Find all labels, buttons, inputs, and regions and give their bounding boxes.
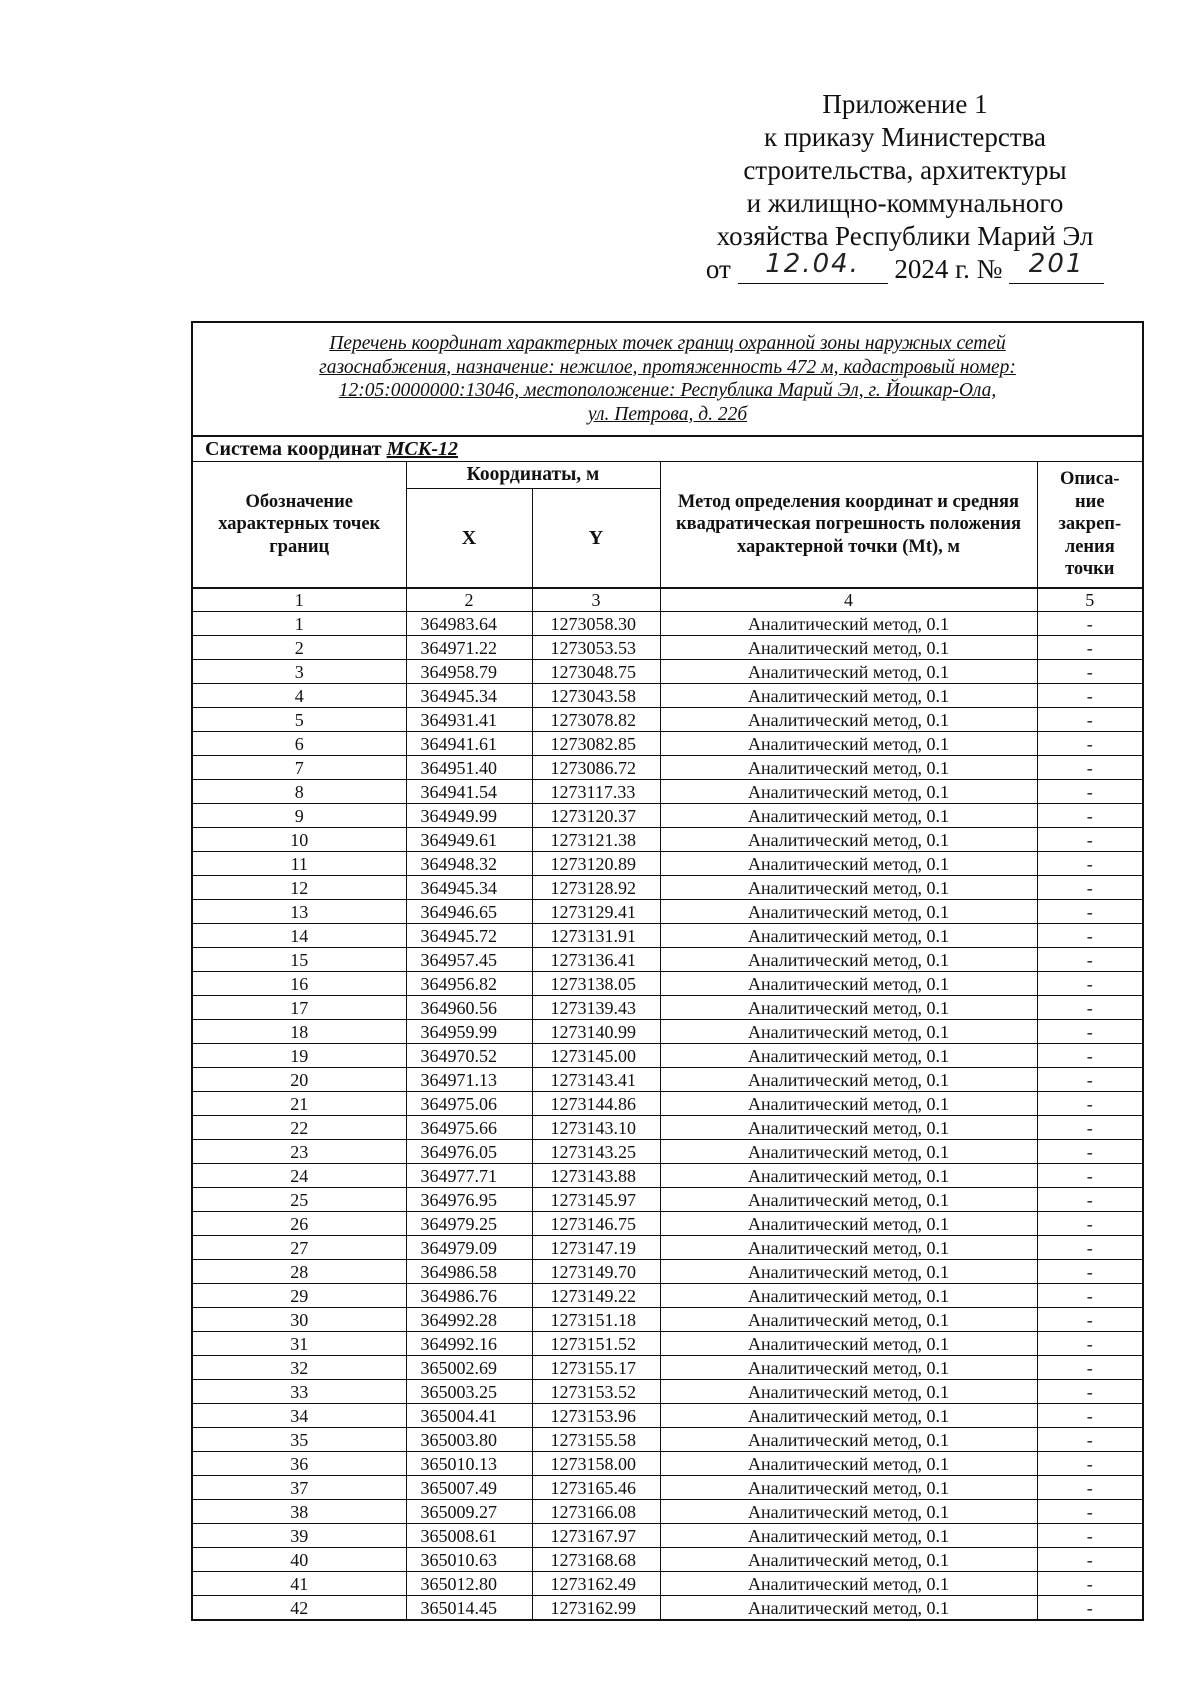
table-row <box>192 1284 1143 1308</box>
table-row <box>192 948 1143 972</box>
coordinate-y: 1273129.41 <box>532 900 660 924</box>
determination-method: Аналитический метод, 0.1 <box>660 1236 1037 1260</box>
table-row <box>192 1260 1143 1284</box>
point-number: 5 <box>192 708 406 732</box>
coordinate-x: 364949.99 <box>406 804 532 828</box>
point-number: 42 <box>192 1596 406 1621</box>
determination-method: Аналитический метод, 0.1 <box>660 1356 1037 1380</box>
column-number: 5 <box>1037 588 1143 612</box>
header-line: строительства, архитектуры <box>743 155 1067 185</box>
point-number: 28 <box>192 1260 406 1284</box>
fixation-description: - <box>1037 756 1143 780</box>
coordinate-x: 365014.45 <box>406 1596 532 1621</box>
point-number: 25 <box>192 1188 406 1212</box>
point-number: 20 <box>192 1068 406 1092</box>
date-blank <box>738 249 888 284</box>
point-number: 10 <box>192 828 406 852</box>
point-number: 13 <box>192 900 406 924</box>
coordinate-y: 1273143.10 <box>532 1116 660 1140</box>
coordinate-x: 364931.41 <box>406 708 532 732</box>
coordinate-x: 365008.61 <box>406 1524 532 1548</box>
table-row <box>192 612 1143 636</box>
table-row <box>192 1044 1143 1068</box>
determination-method: Аналитический метод, 0.1 <box>660 1140 1037 1164</box>
determination-method: Аналитический метод, 0.1 <box>660 996 1037 1020</box>
coordinate-y: 1273117.33 <box>532 780 660 804</box>
header-row-1 <box>192 462 1143 489</box>
header-line: к приказу Министерства <box>763 122 1047 152</box>
fixation-description: - <box>1037 1116 1143 1140</box>
fixation-description: - <box>1037 828 1143 852</box>
coordinate-y: 1273153.52 <box>532 1380 660 1404</box>
coordinate-x: 365009.27 <box>406 1500 532 1524</box>
coordinate-y: 1273053.53 <box>532 636 660 660</box>
appendix-title: Приложение 1 <box>822 89 988 119</box>
point-number: 24 <box>192 1164 406 1188</box>
coordinate-system <box>192 436 1143 462</box>
table-row <box>192 1500 1143 1524</box>
coordinate-y: 1273147.19 <box>532 1236 660 1260</box>
point-number: 4 <box>192 684 406 708</box>
appendix-header <box>690 88 1120 286</box>
determination-method: Аналитический метод, 0.1 <box>660 1020 1037 1044</box>
determination-method: Аналитический метод, 0.1 <box>660 1500 1037 1524</box>
coordinate-x: 364948.32 <box>406 852 532 876</box>
header-method: Метод определения координат и средняя квадратическая погрешность положения характерной точки (Mt), м <box>660 462 1037 589</box>
table-row <box>192 1092 1143 1116</box>
determination-method: Аналитический метод, 0.1 <box>660 1092 1037 1116</box>
table-row <box>192 1380 1143 1404</box>
coordinate-y: 1273143.25 <box>532 1140 660 1164</box>
point-number: 14 <box>192 924 406 948</box>
fixation-description: - <box>1037 708 1143 732</box>
determination-method: Аналитический метод, 0.1 <box>660 1452 1037 1476</box>
coordinate-y: 1273151.18 <box>532 1308 660 1332</box>
table-row <box>192 1236 1143 1260</box>
coordinate-y: 1273155.17 <box>532 1356 660 1380</box>
determination-method: Аналитический метод, 0.1 <box>660 900 1037 924</box>
coordinate-y: 1273145.00 <box>532 1044 660 1068</box>
point-number: 8 <box>192 780 406 804</box>
table-row <box>192 1548 1143 1572</box>
coordinate-x: 365007.49 <box>406 1476 532 1500</box>
coordinate-system-label: Система координат <box>205 437 382 460</box>
fixation-description: - <box>1037 1596 1143 1621</box>
fixation-description: - <box>1037 1332 1143 1356</box>
coordinate-y: 1273131.91 <box>532 924 660 948</box>
coordinate-y: 1273158.00 <box>532 1452 660 1476</box>
point-number: 33 <box>192 1380 406 1404</box>
determination-method: Аналитический метод, 0.1 <box>660 1068 1037 1092</box>
fixation-description: - <box>1037 876 1143 900</box>
coordinate-y: 1273149.70 <box>532 1260 660 1284</box>
point-number: 21 <box>192 1092 406 1116</box>
fixation-description: - <box>1037 1068 1143 1092</box>
header-line: хозяйства Республики Марий Эл <box>716 221 1094 251</box>
coordinate-x: 364941.54 <box>406 780 532 804</box>
point-number: 38 <box>192 1500 406 1524</box>
handwritten-order-number: 201 <box>1028 249 1085 279</box>
point-number: 1 <box>192 612 406 636</box>
point-number: 26 <box>192 1212 406 1236</box>
coordinate-x: 364976.05 <box>406 1140 532 1164</box>
fixation-description: - <box>1037 1020 1143 1044</box>
fixation-description: - <box>1037 684 1143 708</box>
table-row <box>192 1404 1143 1428</box>
point-number: 23 <box>192 1140 406 1164</box>
fixation-description: - <box>1037 1212 1143 1236</box>
point-number: 7 <box>192 756 406 780</box>
header-line: и жилищно-коммунального <box>746 188 1064 218</box>
fixation-description: - <box>1037 612 1143 636</box>
fixation-description: - <box>1037 1164 1143 1188</box>
determination-method: Аналитический метод, 0.1 <box>660 852 1037 876</box>
coordinate-x: 364986.76 <box>406 1284 532 1308</box>
header-coordinates: Координаты, м <box>406 462 660 489</box>
table-row <box>192 804 1143 828</box>
number-blank <box>1009 249 1104 284</box>
header-y: Y <box>532 489 660 589</box>
fixation-description: - <box>1037 852 1143 876</box>
point-number: 31 <box>192 1332 406 1356</box>
fixation-description: - <box>1037 1524 1143 1548</box>
point-number: 39 <box>192 1524 406 1548</box>
table-title-line: Перечень координат характерных точек границ охранной зоны наружных сетей <box>329 333 1006 354</box>
coordinate-x: 364992.16 <box>406 1332 532 1356</box>
point-number: 6 <box>192 732 406 756</box>
fixation-description: - <box>1037 900 1143 924</box>
fixation-description: - <box>1037 1044 1143 1068</box>
column-number: 4 <box>660 588 1037 612</box>
determination-method: Аналитический метод, 0.1 <box>660 1572 1037 1596</box>
table-title-line: газоснабжения, назначение: нежилое, протяженность 472 м, кадастровый номер: <box>319 356 1016 378</box>
table-row <box>192 852 1143 876</box>
coordinate-x: 364976.95 <box>406 1188 532 1212</box>
table-title-line: ул. Петрова, д. 22б <box>587 403 748 425</box>
coordinate-x: 364957.45 <box>406 948 532 972</box>
coordinate-system-row <box>192 436 1143 462</box>
table-row <box>192 1020 1143 1044</box>
determination-method: Аналитический метод, 0.1 <box>660 1596 1037 1621</box>
table-row <box>192 1140 1143 1164</box>
coordinate-y: 1273078.82 <box>532 708 660 732</box>
coordinate-y: 1273140.99 <box>532 1020 660 1044</box>
table-row <box>192 876 1143 900</box>
coordinate-x: 364946.65 <box>406 900 532 924</box>
coordinate-y: 1273043.58 <box>532 684 660 708</box>
point-number: 2 <box>192 636 406 660</box>
column-number: 1 <box>192 588 406 612</box>
determination-method: Аналитический метод, 0.1 <box>660 1260 1037 1284</box>
coordinate-x: 364975.06 <box>406 1092 532 1116</box>
fixation-description: - <box>1037 996 1143 1020</box>
coordinate-x: 364975.66 <box>406 1116 532 1140</box>
coordinate-x: 365012.80 <box>406 1572 532 1596</box>
coordinate-x: 364958.79 <box>406 660 532 684</box>
table-row <box>192 1356 1143 1380</box>
fixation-description: - <box>1037 948 1143 972</box>
fixation-description: - <box>1037 804 1143 828</box>
coordinate-y: 1273162.99 <box>532 1596 660 1621</box>
coordinate-x: 364959.99 <box>406 1020 532 1044</box>
coordinate-y: 1273143.41 <box>532 1068 660 1092</box>
fixation-description: - <box>1037 1476 1143 1500</box>
coordinate-y: 1273086.72 <box>532 756 660 780</box>
determination-method: Аналитический метод, 0.1 <box>660 1524 1037 1548</box>
table-row <box>192 996 1143 1020</box>
fixation-description: - <box>1037 972 1143 996</box>
determination-method: Аналитический метод, 0.1 <box>660 1380 1037 1404</box>
fixation-description: - <box>1037 924 1143 948</box>
determination-method: Аналитический метод, 0.1 <box>660 924 1037 948</box>
table-row <box>192 684 1143 708</box>
fixation-description: - <box>1037 1548 1143 1572</box>
point-number: 18 <box>192 1020 406 1044</box>
fixation-description: - <box>1037 780 1143 804</box>
coordinate-x: 364945.34 <box>406 876 532 900</box>
determination-method: Аналитический метод, 0.1 <box>660 1212 1037 1236</box>
point-number: 30 <box>192 1308 406 1332</box>
fixation-description: - <box>1037 1380 1143 1404</box>
table-row <box>192 1476 1143 1500</box>
coordinate-y: 1273166.08 <box>532 1500 660 1524</box>
coordinate-y: 1273167.97 <box>532 1524 660 1548</box>
table-row <box>192 900 1143 924</box>
header-x: X <box>406 489 532 589</box>
coordinate-y: 1273155.58 <box>532 1428 660 1452</box>
coordinate-x: 364960.56 <box>406 996 532 1020</box>
coordinate-y: 1273128.92 <box>532 876 660 900</box>
table-row <box>192 1524 1143 1548</box>
determination-method: Аналитический метод, 0.1 <box>660 1428 1037 1452</box>
fixation-description: - <box>1037 732 1143 756</box>
determination-method: Аналитический метод, 0.1 <box>660 756 1037 780</box>
coordinates-table <box>191 321 1144 1621</box>
determination-method: Аналитический метод, 0.1 <box>660 972 1037 996</box>
coordinate-y: 1273120.89 <box>532 852 660 876</box>
coordinate-y: 1273168.68 <box>532 1548 660 1572</box>
header-point: Обозначение характерных точек границ <box>192 462 406 589</box>
determination-method: Аналитический метод, 0.1 <box>660 708 1037 732</box>
coordinate-x: 364970.52 <box>406 1044 532 1068</box>
date-prefix: от <box>705 254 731 284</box>
table-row <box>192 1572 1143 1596</box>
fixation-description: - <box>1037 1500 1143 1524</box>
fixation-description: - <box>1037 1140 1143 1164</box>
determination-method: Аналитический метод, 0.1 <box>660 1188 1037 1212</box>
point-number: 41 <box>192 1572 406 1596</box>
column-number: 3 <box>532 588 660 612</box>
determination-method: Аналитический метод, 0.1 <box>660 948 1037 972</box>
point-number: 34 <box>192 1404 406 1428</box>
table-row <box>192 732 1143 756</box>
point-number: 12 <box>192 876 406 900</box>
coordinate-y: 1273048.75 <box>532 660 660 684</box>
point-number: 3 <box>192 660 406 684</box>
table-row <box>192 1332 1143 1356</box>
coordinate-y: 1273138.05 <box>532 972 660 996</box>
point-number: 22 <box>192 1116 406 1140</box>
coordinate-x: 365010.13 <box>406 1452 532 1476</box>
year-number-label: 2024 г. № <box>894 254 1003 284</box>
determination-method: Аналитический метод, 0.1 <box>660 1548 1037 1572</box>
coordinate-y: 1273121.38 <box>532 828 660 852</box>
coordinate-y: 1273082.85 <box>532 732 660 756</box>
determination-method: Аналитический метод, 0.1 <box>660 612 1037 636</box>
coordinate-y: 1273145.97 <box>532 1188 660 1212</box>
determination-method: Аналитический метод, 0.1 <box>660 1404 1037 1428</box>
fixation-description: - <box>1037 1284 1143 1308</box>
coordinate-x: 365002.69 <box>406 1356 532 1380</box>
coordinate-x: 364983.64 <box>406 612 532 636</box>
table-row <box>192 924 1143 948</box>
point-number: 37 <box>192 1476 406 1500</box>
coordinate-y: 1273149.22 <box>532 1284 660 1308</box>
coordinate-x: 364941.61 <box>406 732 532 756</box>
fixation-description: - <box>1037 1428 1143 1452</box>
coordinate-system-value: МСК-12 <box>386 437 458 460</box>
coordinate-x: 364971.13 <box>406 1068 532 1092</box>
coordinate-x: 365010.63 <box>406 1548 532 1572</box>
coordinate-x: 364945.34 <box>406 684 532 708</box>
point-number: 9 <box>192 804 406 828</box>
coordinate-y: 1273058.30 <box>532 612 660 636</box>
coordinate-y: 1273144.86 <box>532 1092 660 1116</box>
coordinate-y: 1273139.43 <box>532 996 660 1020</box>
fixation-description: - <box>1037 1356 1143 1380</box>
coordinate-x: 364977.71 <box>406 1164 532 1188</box>
coordinate-y: 1273120.37 <box>532 804 660 828</box>
table-title <box>192 322 1143 436</box>
table-row <box>192 972 1143 996</box>
coordinate-x: 364992.28 <box>406 1308 532 1332</box>
determination-method: Аналитический метод, 0.1 <box>660 804 1037 828</box>
coordinate-x: 364971.22 <box>406 636 532 660</box>
coordinate-x: 364979.09 <box>406 1236 532 1260</box>
fixation-description: - <box>1037 1404 1143 1428</box>
fixation-description: - <box>1037 636 1143 660</box>
determination-method: Аналитический метод, 0.1 <box>660 636 1037 660</box>
determination-method: Аналитический метод, 0.1 <box>660 732 1037 756</box>
coordinate-x: 365003.80 <box>406 1428 532 1452</box>
coordinate-y: 1273153.96 <box>532 1404 660 1428</box>
header-description: Описа-ние закреп-ления точки <box>1037 462 1143 589</box>
point-number: 36 <box>192 1452 406 1476</box>
point-number: 17 <box>192 996 406 1020</box>
table-row <box>192 828 1143 852</box>
coordinate-y: 1273165.46 <box>532 1476 660 1500</box>
coordinate-y: 1273146.75 <box>532 1212 660 1236</box>
column-number: 2 <box>406 588 532 612</box>
coordinate-x: 364986.58 <box>406 1260 532 1284</box>
determination-method: Аналитический метод, 0.1 <box>660 1164 1037 1188</box>
coordinate-x: 365004.41 <box>406 1404 532 1428</box>
determination-method: Аналитический метод, 0.1 <box>660 1332 1037 1356</box>
coordinate-y: 1273136.41 <box>532 948 660 972</box>
coordinate-x: 364951.40 <box>406 756 532 780</box>
fixation-description: - <box>1037 1452 1143 1476</box>
determination-method: Аналитический метод, 0.1 <box>660 1308 1037 1332</box>
coordinate-y: 1273143.88 <box>532 1164 660 1188</box>
determination-method: Аналитический метод, 0.1 <box>660 1044 1037 1068</box>
determination-method: Аналитический метод, 0.1 <box>660 1476 1037 1500</box>
handwritten-date: 12.04. <box>765 249 860 279</box>
table-row <box>192 1068 1143 1092</box>
coordinate-x: 364956.82 <box>406 972 532 996</box>
fixation-description: - <box>1037 1572 1143 1596</box>
determination-method: Аналитический метод, 0.1 <box>660 828 1037 852</box>
table-row <box>192 1212 1143 1236</box>
fixation-description: - <box>1037 660 1143 684</box>
table-row <box>192 1116 1143 1140</box>
point-number: 11 <box>192 852 406 876</box>
point-number: 40 <box>192 1548 406 1572</box>
table-title-line: 12:05:0000000:13046, местоположение: Республика Марий Эл, г. Йошкар-Ола, <box>338 380 997 401</box>
fixation-description: - <box>1037 1092 1143 1116</box>
order-date-line <box>690 249 1120 286</box>
point-number: 27 <box>192 1236 406 1260</box>
coordinate-x: 365003.25 <box>406 1380 532 1404</box>
point-number: 29 <box>192 1284 406 1308</box>
table-row <box>192 1164 1143 1188</box>
point-number: 19 <box>192 1044 406 1068</box>
determination-method: Аналитический метод, 0.1 <box>660 660 1037 684</box>
coordinate-y: 1273162.49 <box>532 1572 660 1596</box>
fixation-description: - <box>1037 1308 1143 1332</box>
determination-method: Аналитический метод, 0.1 <box>660 876 1037 900</box>
table-row <box>192 708 1143 732</box>
point-number: 35 <box>192 1428 406 1452</box>
point-number: 15 <box>192 948 406 972</box>
coordinate-y: 1273151.52 <box>532 1332 660 1356</box>
table-title-row <box>192 322 1143 436</box>
coordinate-x: 364979.25 <box>406 1212 532 1236</box>
coordinate-x: 364945.72 <box>406 924 532 948</box>
fixation-description: - <box>1037 1236 1143 1260</box>
table-row <box>192 1428 1143 1452</box>
table-row <box>192 780 1143 804</box>
determination-method: Аналитический метод, 0.1 <box>660 1284 1037 1308</box>
determination-method: Аналитический метод, 0.1 <box>660 780 1037 804</box>
table-row <box>192 636 1143 660</box>
table-row <box>192 660 1143 684</box>
table-row <box>192 1452 1143 1476</box>
determination-method: Аналитический метод, 0.1 <box>660 1116 1037 1140</box>
table-row <box>192 1596 1143 1621</box>
fixation-description: - <box>1037 1188 1143 1212</box>
coordinate-x: 364949.61 <box>406 828 532 852</box>
point-number: 16 <box>192 972 406 996</box>
table-row <box>192 1188 1143 1212</box>
fixation-description: - <box>1037 1260 1143 1284</box>
determination-method: Аналитический метод, 0.1 <box>660 684 1037 708</box>
table-row <box>192 756 1143 780</box>
table-row <box>192 1308 1143 1332</box>
point-number: 32 <box>192 1356 406 1380</box>
column-number-row <box>192 588 1143 612</box>
